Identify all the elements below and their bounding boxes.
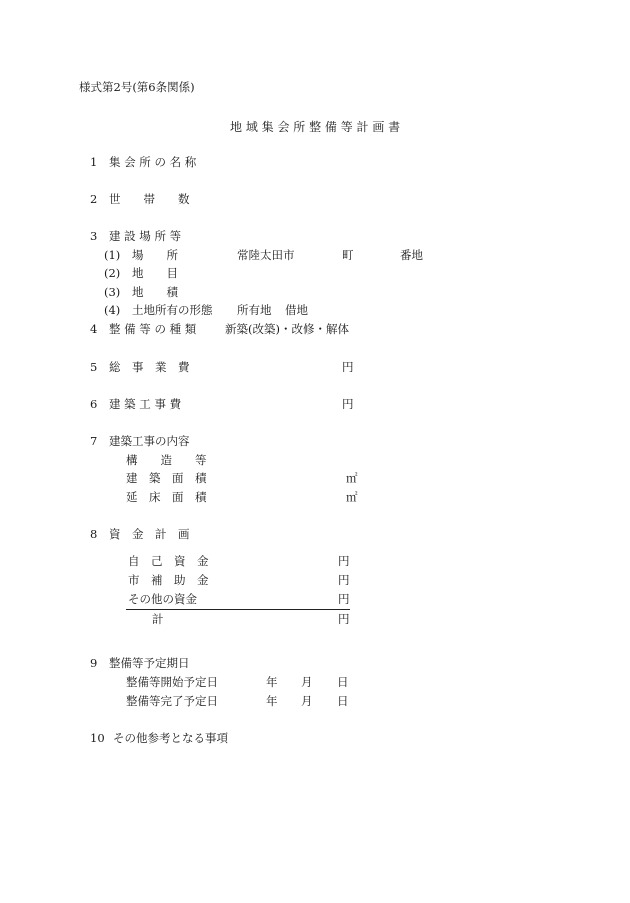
form-number-label: 様式第2号(第6条関係) [79,80,195,94]
section-3-item-1-label: 場 所 [132,248,178,262]
section-6-unit: 円 [342,397,354,411]
section-3-number: 3 [90,229,98,243]
section-4-label: 整 備 等 の 種 類 [109,322,197,336]
section-4-number: 4 [90,322,98,336]
start-date-year: 年 [266,675,278,689]
section-3-item-3-number: (3) [104,285,121,299]
section-5-unit: 円 [342,360,354,374]
other-funds-label: その他の資金 [128,592,197,606]
end-date-month: 月 [301,694,313,708]
ownership-option-owned: 所有地 [237,303,272,317]
location-city: 常陸太田市 [237,248,295,262]
section-6-number: 6 [90,397,98,411]
section-3-item-3-label: 地 積 [132,285,178,299]
floor-area-unit: ㎡ [346,490,358,504]
section-5-number: 5 [90,360,98,374]
section-3-label: 建 設 場 所 等 [109,229,182,243]
location-cho: 町 [342,248,354,262]
funds-total-unit: 円 [338,612,350,626]
section-6-label: 建 築 工 事 費 [109,397,182,411]
ownership-option-leased: 借地 [285,303,308,317]
building-area-unit: ㎡ [346,471,358,485]
section-9-number: 9 [90,656,98,670]
section-3-item-1-number: (1) [104,248,121,262]
section-5-label: 総 事 業 費 [109,360,190,374]
own-funds-unit: 円 [338,554,350,568]
work-type-options: 新築(改築)・改修・解体 [225,322,349,336]
section-2-label: 世 帯 数 [109,192,190,206]
building-area-label: 建 築 面 積 [126,471,207,485]
section-3-item-4-number: (4) [104,303,121,317]
section-3-item-4-label: 土地所有の形態 [132,303,213,317]
section-7-number: 7 [90,434,98,448]
city-subsidy-unit: 円 [338,573,350,587]
section-3-item-2-label: 地 目 [132,266,178,280]
floor-area-label: 延 床 面 積 [126,490,207,504]
funds-total-divider [126,609,350,610]
section-10-number: 10 [90,731,105,745]
own-funds-label: 自 己 資 金 [128,554,209,568]
section-1-number: 1 [90,155,98,169]
section-3-item-2-number: (2) [104,266,121,280]
end-date-year: 年 [266,694,278,708]
location-banchi: 番地 [400,248,423,262]
start-date-day: 日 [337,675,349,689]
end-date-day: 日 [337,694,349,708]
section-1-label: 集 会 所 の 名 称 [109,155,197,169]
section-8-label: 資 金 計 画 [109,527,190,541]
document-title: 地 域 集 会 所 整 備 等 計 画 書 [230,120,401,134]
city-subsidy-label: 市 補 助 金 [128,573,209,587]
section-7-label: 建築工事の内容 [109,434,190,448]
end-date-label: 整備等完了予定日 [126,694,218,708]
section-10-label: その他参考となる事項 [113,731,228,745]
funds-total-label: 計 [152,612,164,626]
section-8-number: 8 [90,527,98,541]
start-date-label: 整備等開始予定日 [126,675,218,689]
section-9-label: 整備等予定期日 [109,656,190,670]
other-funds-unit: 円 [338,592,350,606]
start-date-month: 月 [301,675,313,689]
section-2-number: 2 [90,192,98,206]
structure-label: 構 造 等 [126,453,207,467]
